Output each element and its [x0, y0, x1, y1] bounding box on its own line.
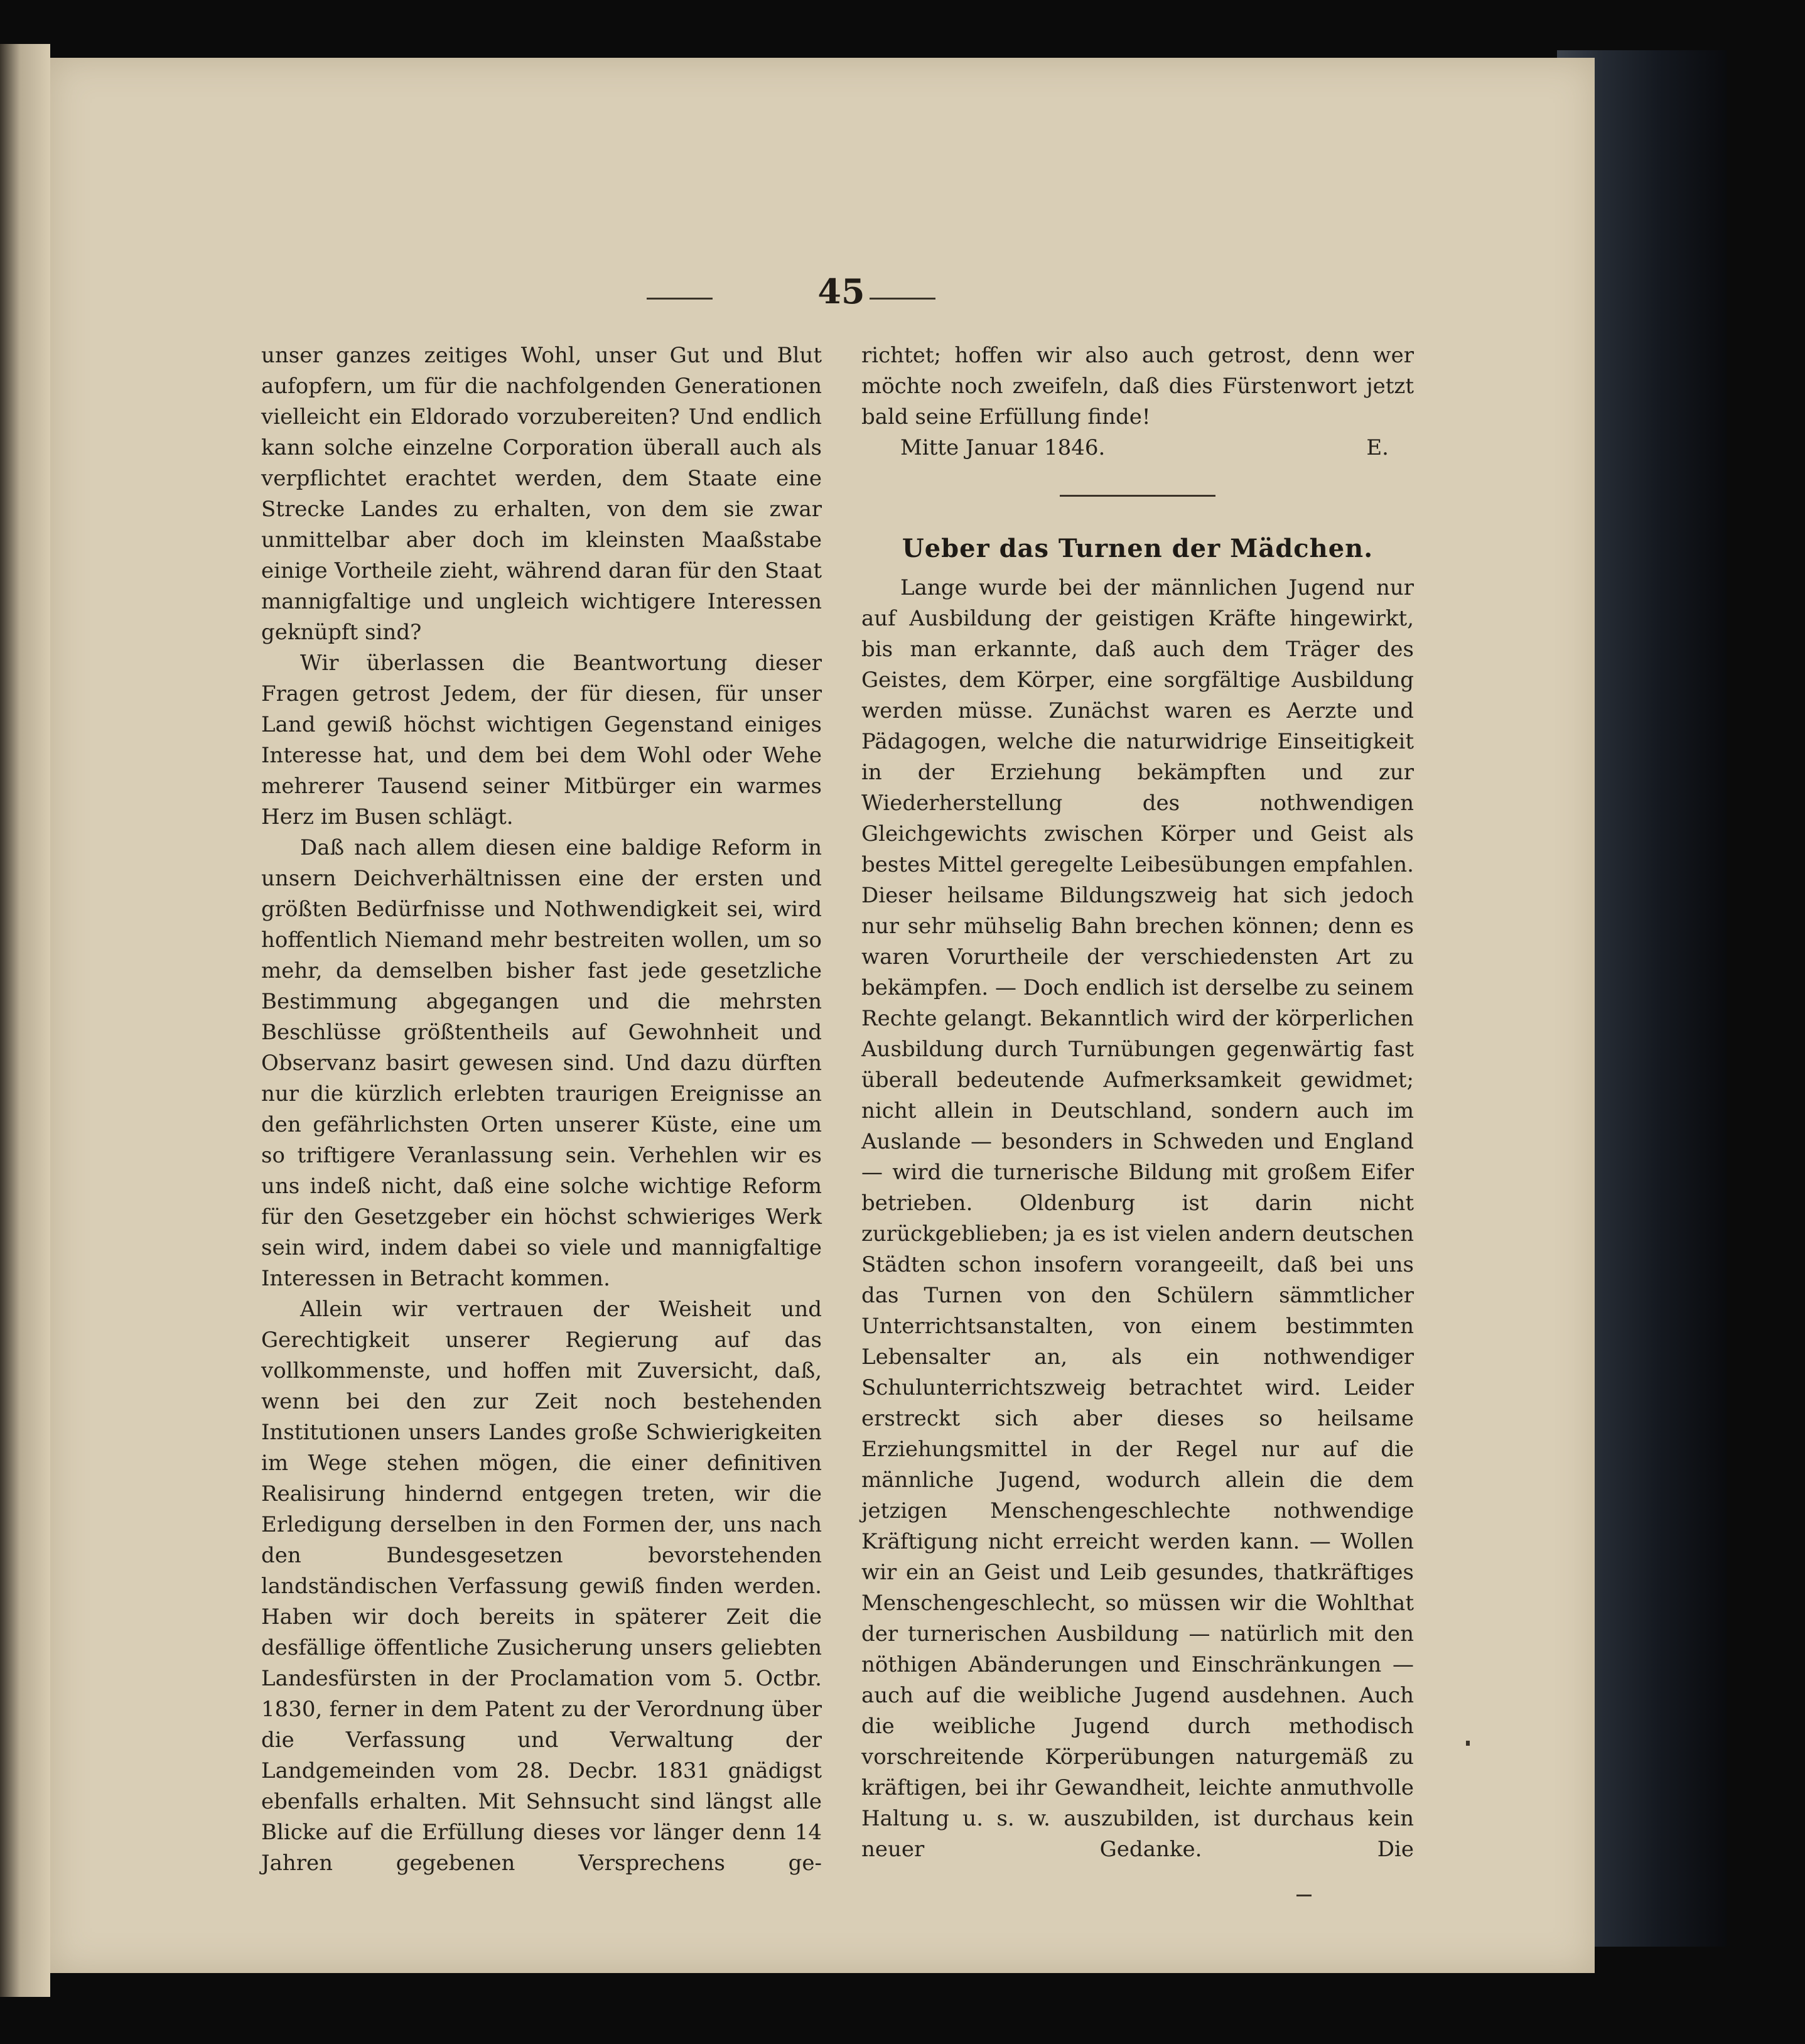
folio-rule-left [647, 298, 713, 300]
page-number: 45 [817, 271, 865, 311]
paragraph: Allein wir vertrauen der Weisheit und Gerechtigkeit unserer Regierung auf das vollkommenste, und hoffen mit Zuversicht, daß, wenn bei den zur Zeit noch bestehenden Institutionen unsers Landes große Schwierigkeiten im Wege stehen mögen, die einer definitiven Realisirung hindernd entgegen treten, wir die Erledigung derselben in den Formen der, uns nach den Bundesgesetzen bevorstehenden landständischen Verfassung gewiß finden werden. Haben wir doch bereits in späterer Zeit die desfällige öffentliche Zusicherung unsers geliebten Landesfürsten in der Proclamation vom 5. Octbr. 1830, ferner in dem Patent zu der Verordnung über die Verfassung und Verwaltung der Landgemeinden vom 28. Decbr. 1831 gnädigst ebenfalls erhalten. Mit Sehnsucht sind längst alle Blicke auf die Erfüllung dieses vor länger denn 14 Jahren gegebenen Versprechens ge- [261, 1297, 822, 1876]
section-divider [1060, 495, 1215, 497]
left-column [261, 340, 822, 1879]
right-column [861, 340, 1414, 1865]
paragraph: Wir überlassen die Beantwortung dieser Fragen getrost Jedem, der für diesen, für unser Land gewiß höchst wichtigen Gegenstand einiges Interesse hat, und dem bei dem Wohl oder Wehe mehrerer Tausend seiner Mitbürger ein warmes Herz im Busen schlägt. [261, 651, 822, 830]
article-heading: Ueber das Turnen der Mädchen. [902, 534, 1374, 563]
folio-rule-right [870, 298, 935, 300]
author-signature: E. [1366, 435, 1389, 460]
previous-page-edge [0, 44, 50, 1997]
book-page [50, 58, 1595, 1973]
dateline [861, 433, 1414, 463]
paper-mark [1296, 1895, 1312, 1896]
paragraph: Daß nach allem diesen eine baldige Reform in unsern Deichverhältnissen eine der ersten und größten Bedürfnisse und Nothwendigkeit sei, wird hoffentlich Niemand mehr bestreiten wollen, um so mehr, da demselben bisher fast jede gesetzliche Bestimmung abgegangen und die mehrsten Beschlüsse größtentheils auf Gewohnheit und Observanz basirt gewesen sind. Und dazu dürften nur die kürzlich erlebten traurigen Ereignisse an den gefährlichsten Orten unserer Küste, eine um so triftigere Veranlassung sein. Verhehlen wir es uns indeß nicht, daß eine solche wichtige Reform für den Gesetzgeber ein höchst schwieriges Werk sein wird, indem dabei so viele und mannigfaltige Interessen in Betracht kommen. [261, 835, 822, 1291]
paragraph: unser ganzes zeitiges Wohl, unser Gut und Blut aufopfern, um für die nachfolgenden Generationen vielleicht ein Eldorado vorzubereiten? Und endlich kann solche einzelne Corporation überall auch als verpflichtet erachtet werden, dem Staate eine Strecke Landes zu erhalten, von dem sie zwar unmittelbar aber doch im kleinsten Maaßstabe einige Vortheile zieht, während daran für den Staat mannigfaltige und ungleich wichtigere Interessen geknüpft sind? [261, 343, 822, 645]
paper-speck [1466, 1741, 1470, 1746]
date-text: Mitte Januar 1846. [900, 435, 1106, 460]
paragraph: richtet; hoffen wir also auch getrost, denn wer möchte noch zweifeln, daß dies Fürstenwort jetzt bald seine Erfüllung finde! [861, 343, 1414, 430]
paragraph: Lange wurde bei der männlichen Jugend nur auf Ausbildung der geistigen Kräfte hingewirkt, bis man erkannte, daß auch dem Träger des Geistes, dem Körper, eine sorgfältige Ausbildung werden müsse. Zunächst waren es Aerzte und Pädagogen, welche die naturwidrige Einseitigkeit in der Erziehung bekämpften und zur Wiederherstellung des nothwendigen Gleichgewichts zwischen Körper und Geist als bestes Mittel geregelte Leibesübungen empfahlen. Dieser heilsame Bildungszweig hat sich jedoch nur sehr mühselig Bahn brechen können; denn es waren Vorurtheile der verschiedensten Art zu bekämpfen. — Doch endlich ist derselbe zu seinem Rechte gelangt. Bekanntlich wird der körperlichen Ausbildung durch Turnübungen gegenwärtig fast überall bedeutende Aufmerksamkeit gewidmet; nicht allein in Deutschland, sondern auch im Auslande — besonders in Schweden und England — wird die turnerische Bildung mit großem Eifer betrieben. Oldenburg ist darin nicht zurückgeblieben; ja es ist vielen andern deutschen Städten schon insofern vorangeeilt, daß bei uns das Turnen von den Schülern sämmtlicher Unterrichtsanstalten, von einem bestimmten Lebensalter an, als ein nothwendiger Schulunterrichtszweig betrachtet wird. Leider erstreckt sich aber dieses so heilsame Erziehungsmittel in der Regel nur auf die männliche Jugend, wodurch allein die dem jetzigen Menschengeschlechte nothwendige Kräftigung nicht erreicht werden kann. — Wollen wir ein an Geist und Leib gesundes, thatkräftiges Menschengeschlecht, so müssen wir die Wohlthat der turnerischen Ausbildung — natürlich mit den nöthigen Abänderungen und Einschränkungen — auch auf die weibliche Jugend ausdehnen. Auch die weibliche Jugend durch methodisch vorschreitende Körperübungen naturgemäß zu kräftigen, bei ihr Gewandheit, leichte anmuthvolle Haltung u. s. w. auszubilden, ist durchaus kein neuer Gedanke. Die [861, 575, 1414, 1862]
